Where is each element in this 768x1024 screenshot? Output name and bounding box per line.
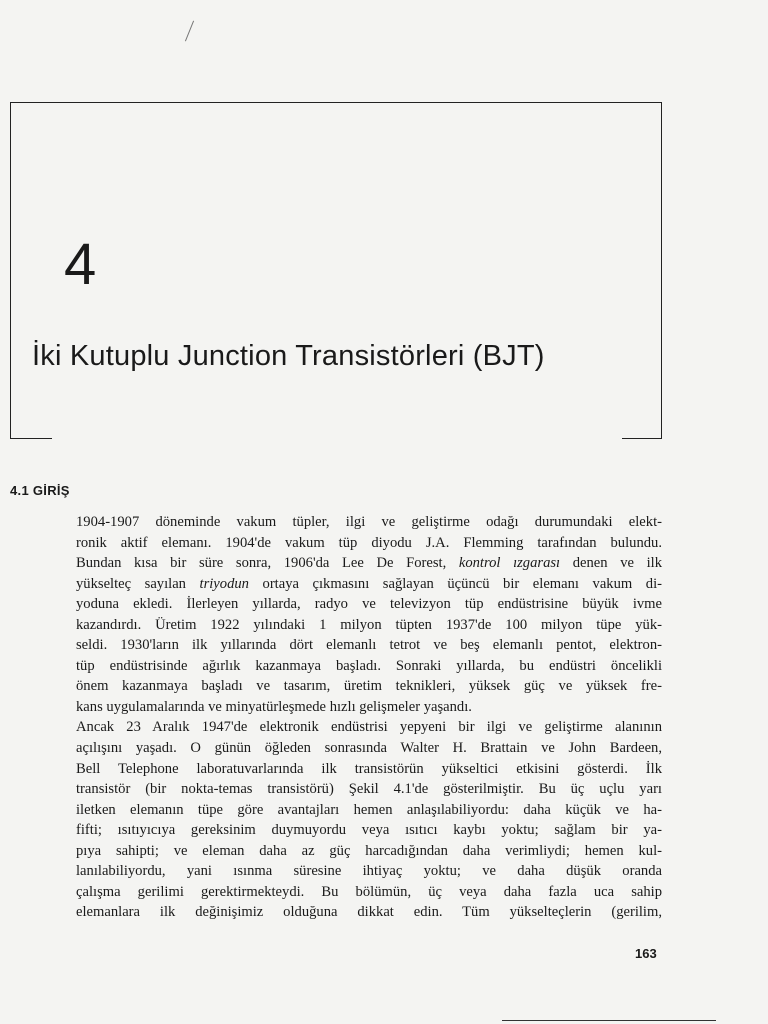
section-heading: 4.1 GİRİŞ: [10, 483, 70, 498]
body-text-run: yükselteç sayılan: [76, 575, 200, 592]
body-line: [76, 635, 662, 656]
body-line: [76, 717, 662, 738]
body-line: [76, 759, 662, 780]
body-line: [76, 676, 662, 697]
body-line: [76, 902, 662, 923]
body-text-run: pıya sahipti; ve eleman daha az güç harcadığından daha verimliydi; hemen kul-: [76, 842, 662, 859]
body-line: [76, 738, 662, 759]
body-text-run: fifti; ısıtıyıcıya gereksinim duymuyordu veya ısıtıcı kaybı yoktu; sağlam bir ya-: [76, 822, 662, 839]
body-line: [76, 697, 662, 718]
body-line: [76, 533, 662, 554]
body-line: [76, 882, 662, 903]
box-bottom-left-border: [10, 438, 52, 439]
body-text-run: elemanlara ilk değinişimiz olduğuna dikkat edin. Tüm yükselteçlerin (gerilim,: [76, 904, 662, 921]
body-text-run: çalışma gerilimi gerektirmekteydi. Bu bölümün, üç veya daha fazla uca sahip: [76, 883, 662, 900]
body-line: [76, 861, 662, 882]
body-text-run: seldi. 1930'ların ilk yıllarında dört elemanlı tetrot ve beş elemanlı pentot, elektron-: [76, 637, 662, 654]
body-text-run: önem kazanmaya başladı ve tasarım, üretim teknikleri, yüksek güç ve yüksek fre-: [76, 678, 662, 695]
page-number: 163: [635, 946, 657, 961]
body-text: [76, 512, 662, 923]
body-line: [76, 841, 662, 862]
chapter-header-box: [10, 102, 662, 439]
body-text-run: denen ve ilk: [560, 555, 662, 572]
body-line: [76, 553, 662, 574]
italic-term: triyodun: [199, 575, 249, 592]
body-text-run: kazandırdı. Üretim 1922 yılındaki 1 milyon tüpten 1937'de 100 milyon tüpe yük-: [76, 616, 662, 633]
box-top-border: [10, 102, 662, 103]
box-bottom-right-border: [622, 438, 662, 439]
box-right-border: [661, 102, 662, 439]
body-line: [76, 656, 662, 677]
body-text-run: Bundan kısa bir süre sonra, 1906'da Lee De Forest,: [76, 555, 459, 572]
body-text-run: Bell Telephone laboratuvarlarında ilk transistörün yükseltici etkisini gösterdi. İlk: [76, 760, 662, 777]
body-line: [76, 512, 662, 533]
chapter-title: İki Kutuplu Junction Transistörleri (BJT): [32, 340, 545, 372]
body-text-run: 1904-1907 döneminde vakum tüpler, ilgi ve geliştirme odağı durumundaki elekt-: [76, 514, 662, 530]
body-text-run: ronik aktif elemanı. 1904'de vakum tüp diyodu J.A. Flemming tarafından bulundu.: [76, 534, 662, 551]
body-line: [76, 615, 662, 636]
italic-term: kontrol ızgarası: [458, 555, 561, 572]
body-text-run: açılışını yaşadı. O günün öğleden sonrasında Walter H. Brattain ve John Bardeen,: [76, 740, 662, 757]
body-line: [76, 779, 662, 800]
scan-mark: [185, 21, 194, 42]
chapter-number: 4: [64, 232, 97, 297]
body-text-run: lanılabiliyordu, yani ısınma süresine ihtiyaç yoktu; ve daha düşük oranda: [76, 863, 662, 880]
box-left-border: [10, 102, 11, 439]
body-line: [76, 800, 662, 821]
body-text-run: ortaya çıkmasını sağlayan üçüncü bir elemanı vakum di-: [248, 575, 662, 592]
body-text-run: kans uygulamalarında ve minyatürleşmede hızlı gelişmeler yaşandı.: [76, 698, 472, 715]
body-line: [76, 574, 662, 595]
body-line: [76, 820, 662, 841]
body-text-run: Ancak 23 Aralık 1947'de elektronik endüstrisi yepyeni bir ilgi ve geliştirme alanının: [76, 719, 662, 736]
body-text-run: iletken elemanın tüpe göre avantajları hemen anlaşılabiliyordu: daha küçük ve ha-: [76, 801, 662, 818]
body-text-run: tüp endüstrisinde ağırlık kazanmaya başladı. Sonraki yıllarda, bu endüstri öncelikli: [76, 657, 662, 674]
footer-rule: [502, 1020, 716, 1021]
body-line: [76, 594, 662, 615]
body-text-run: yoduna ekledi. İlerleyen yıllarda, radyo ve televizyon tüp endüstrisine büyük ivme: [76, 596, 662, 613]
body-text-run: transistör (bir nokta-temas transistörü) Şekil 4.1'de gösterilmiştir. Bu üç uçlu yarı: [76, 781, 662, 798]
